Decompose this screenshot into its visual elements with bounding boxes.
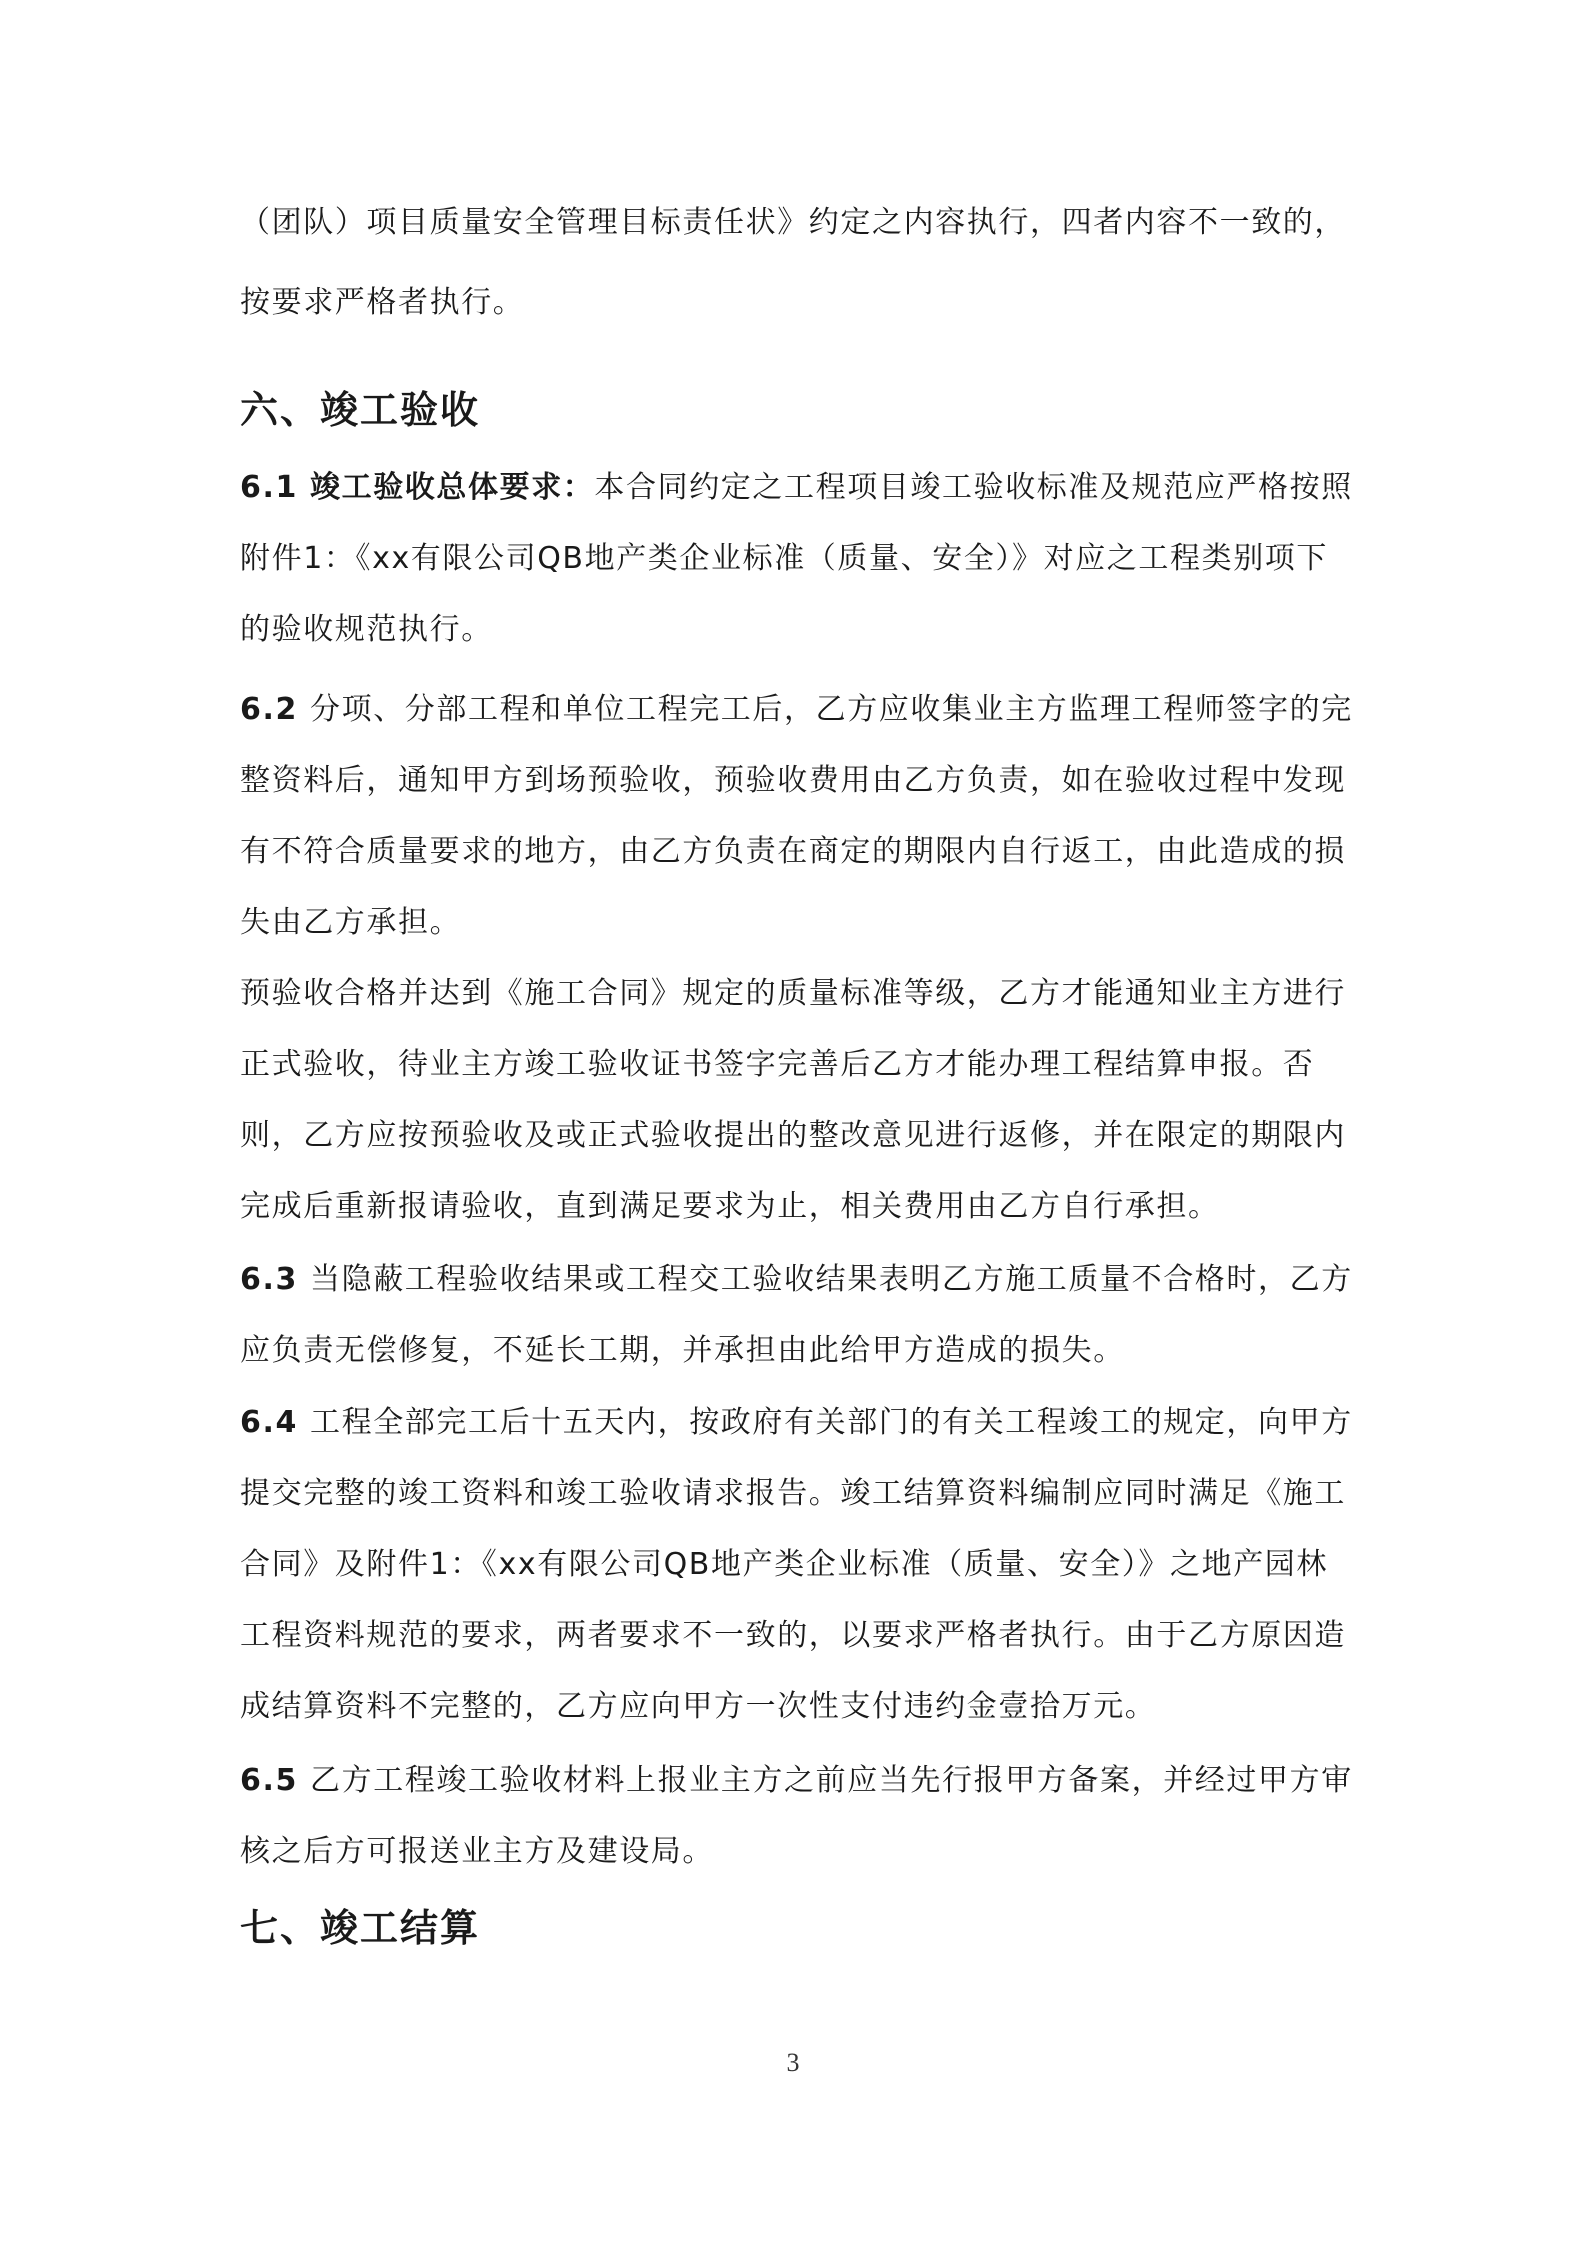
clause-text: 当隐蔽工程验收结果或工程交工验收结果表明乙方施工质量不合格时，乙方应负责无偿修复，不延长工期，并承担由此给甲方造成的损失。 [240,1262,1353,1368]
clause-6-3 [240,1244,1355,1386]
clause-6-5 [240,1745,1355,1887]
page-number: 3 [786,2048,800,2077]
clause-number: 6.2 [240,692,310,727]
section-7-title: 七、竣工结算 [240,1906,481,1950]
clause-6-2 [240,674,1355,958]
section-6-title: 六、竣工验收 [240,388,481,432]
clause-6-4 [240,1387,1355,1742]
intro-line-2: 按要求严格者执行。 [240,285,525,320]
clause-text: 乙方工程竣工验收材料上报业主方之前应当先行报甲方备案，并经过甲方审核之后方可报送业主方及建设局。 [240,1763,1353,1869]
clause-number: 6.4 [240,1405,310,1440]
clause-number: 6.1 [240,470,310,505]
clause-6-1 [240,452,1355,665]
clause-text: 分项、分部工程和单位工程完工后，乙方应收集业主方监理工程师签字的完整资料后，通知甲方到场预验收，预验收费用由乙方负责，如在验收过程中发现有不符合质量要求的地方，由乙方负责在商定的期限内自行返工，由此造成的损失由乙方承担。 [240,692,1353,940]
clause-text: 本合同约定之工程项目竣工验收标准及规范应严格按照附件1：《xx有限公司QB地产类企业标准（质量、安全）》对应之工程类别项下的验收规范执行。 [240,470,1353,647]
clause-number: 6.3 [240,1262,310,1297]
clause-lead: 竣工验收总体要求： [310,470,595,505]
clause-text: 工程全部完工后十五天内，按政府有关部门的有关工程竣工的规定，向甲方提交完整的竣工资料和竣工验收请求报告。竣工结算资料编制应同时满足《施工合同》及附件1：《xx有限公司QB地产类企业标准（质量、安全）》之地产园林工程资料规范的要求，两者要求不一致的，以要求严格者执行。由于乙方原因造成结算资料不完整的，乙方应向甲方一次性支付违约金壹拾万元。 [240,1405,1353,1724]
intro-line-1: （团队）项目质量安全管理目标责任状》约定之内容执行，四者内容不一致的， [240,205,1346,240]
clause-number: 6.5 [240,1763,310,1798]
clause-6-2-continuation [240,958,1355,1242]
clause-text: 预验收合格并达到《施工合同》规定的质量标准等级，乙方才能通知业主方进行正式验收，待业主方竣工验收证书签字完善后乙方才能办理工程结算申报。否则，乙方应按预验收及或正式验收提出的整改意见进行返修，并在限定的期限内完成后重新报请验收，直到满足要求为止，相关费用由乙方自行承担。 [240,976,1346,1224]
